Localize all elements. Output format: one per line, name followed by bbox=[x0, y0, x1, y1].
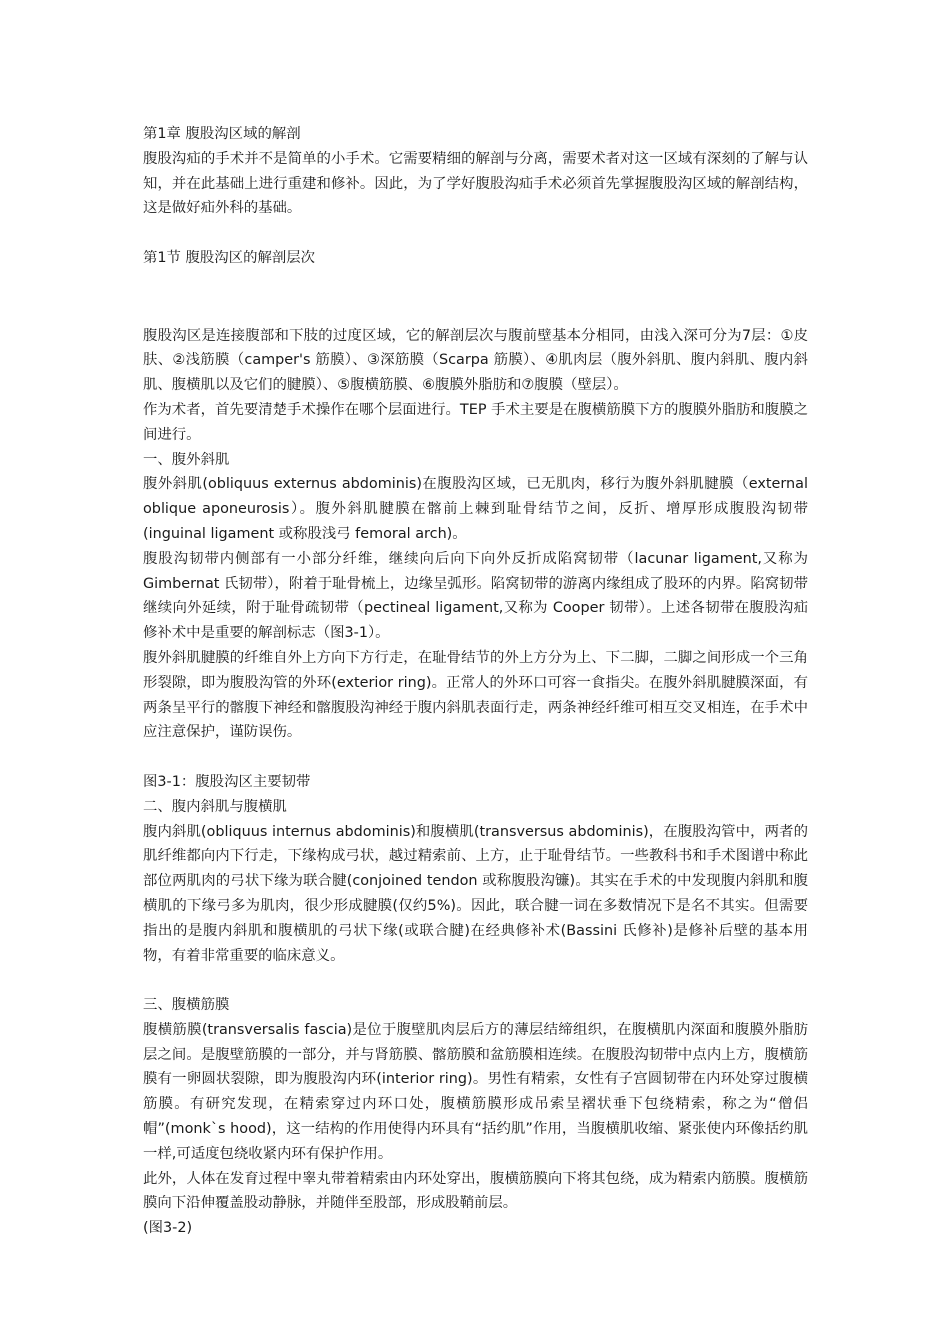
part-paragraph: 腹外斜肌(obliquus externus abdominis)在腹股沟区域，已无肌肉，移行为腹外斜肌腱膜（external oblique aponeurosis）。腹外斜肌腱膜在髂前上棘到耻骨结节之间，反折、增厚形成腹股沟韧带(inguinal ligament 或称股浅弓 femoral arch)。 bbox=[143, 476, 808, 542]
figure-caption: 图3-1：腹股沟区主要韧带 bbox=[143, 773, 311, 790]
chapter-title: 第1章 腹股沟区域的解剖 bbox=[143, 126, 301, 142]
section-paragraph: 作为术者，首先要清楚手术操作在哪个层面进行。TEP 手术主要是在腹横筋膜下方的腹膜外脂肪和腹膜之间进行。 bbox=[143, 401, 808, 443]
part-paragraph: 腹外斜肌腱膜的纤维自外上方向下方行走，在耻骨结节的外上方分为上、下二脚，二脚之间形成一个三角形裂隙，即为腹股沟管的外环(exterior ring)。正常人的外环口可容一食指尖。在腹外斜肌腱膜深面，有两条呈平行的髂腹下神经和髂腹股沟神经于腹内斜肌表面行走，两条神经纤维可相互交叉相连，在手术中应注意保护，谨防误伤。 bbox=[143, 649, 808, 741]
spacer bbox=[143, 296, 808, 324]
part-heading: 三、腹横筋膜 bbox=[143, 997, 230, 1014]
chapter-intro: 腹股沟疝的手术并不是简单的小手术。它需要精细的解剖与分离，需要术者对这一区域有深刻的了解与认知，并在此基础上进行重建和修补。因此，为了学好腹股沟疝手术必须首先掌握腹股沟区域的解剖结构，这是做好疝外科的基础。 bbox=[143, 150, 808, 217]
part-paragraph: 腹股沟韧带内侧部有一小部分纤维，继续向后向下向外反折成陷窝韧带（lacunar ligament,又称为 Gimbernat 氏韧带），附着于耻骨梳上，边缘呈弧形。陷窝韧带的游离内缘组成了股环的内界。陷窝韧带继续向外延续，附于耻骨疏韧带（pectineal ligament,又称为 Cooper 韧带）。上述各韧带在腹股沟疝修补术中是重要的解剖标志（图3-1）。 bbox=[143, 550, 808, 642]
part-paragraph: 腹内斜肌(obliquus internus abdominis)和腹横肌(transversus abdominis)，在腹股沟管中，两者的肌纤维都向内下行走，下缘构成弓状，越过精索前、上方，止于耻骨结节。一些教科书和手术图谱中称此部位两肌肉的弓状下缘为联合腱(conjoined tendon 或称腹股沟镰)。其实在手术的中发现腹内斜肌和腹横肌的下缘弓多为肌肉，很少形成腱膜(仅约5%)。因此，联合腱一词在多数情况下是名不其实。但需要指出的是腹内斜肌和腹横肌的弓状下缘(或联合腱)在经典修补术(Bassini 氏修补)是修补后壁的基本用物，有着非常重要的临床意义。 bbox=[143, 823, 808, 964]
part-paragraph: 此外，人体在发育过程中睾丸带着精索由内环处穿出，腹横筋膜向下将其包绕，成为精索内筋膜。腹横筋膜向下沿伸覆盖股动静脉，并随伴至股部，形成股鞘前层。 bbox=[143, 1170, 808, 1212]
part-paragraph: 腹横筋膜(transversalis fascia)是位于腹壁肌肉层后方的薄层结缔组织，在腹横肌内深面和腹膜外脂肪层之间。是腹壁筋膜的一部分，并与肾筋膜、髂筋膜和盆筋膜相连续。在腹股沟韧带中点内上方，腹横筋膜有一卵圆状裂隙，即为腹股沟内环(interior ring)。男性有精索，女性有子宫圆韧带在内环处穿过腹横筋膜。有研究发现，在精索穿过内环口处，腹横筋膜形成吊索呈褶状垂下包绕精索，称之为“僧侣帽”(monk`s hood)，这一结构的作用使得内环具有“括约肌”作用，当腹横肌收缩、紧张使内环像括约肌一样,可适度包绕收紧内环有保护作用。 bbox=[143, 1021, 808, 1162]
figure-reference: (图3-2) bbox=[143, 1220, 193, 1237]
spacer bbox=[143, 221, 808, 246]
part-heading: 一、腹外斜肌 bbox=[143, 451, 230, 468]
part-heading: 二、腹内斜肌与腹横肌 bbox=[143, 798, 287, 815]
spacer bbox=[143, 968, 808, 993]
spacer bbox=[143, 271, 808, 296]
section-title: 第1节 腹股沟区的解剖层次 bbox=[143, 249, 316, 266]
spacer bbox=[143, 745, 808, 770]
document-body bbox=[143, 122, 808, 1241]
section-paragraph: 腹股沟区是连接腹部和下肢的过度区域，它的解剖层次与腹前壁基本分相同，由浅入深可分为7层：①皮肤、②浅筋膜（camper's 筋膜）、③深筋膜（Scarpa 筋膜）、④肌肉层（腹外斜肌、腹内斜肌、腹内斜肌、腹横肌以及它们的腱膜）、⑤腹横筋膜、⑥腹膜外脂肪和⑦腹膜（壁层）。 bbox=[143, 327, 808, 394]
